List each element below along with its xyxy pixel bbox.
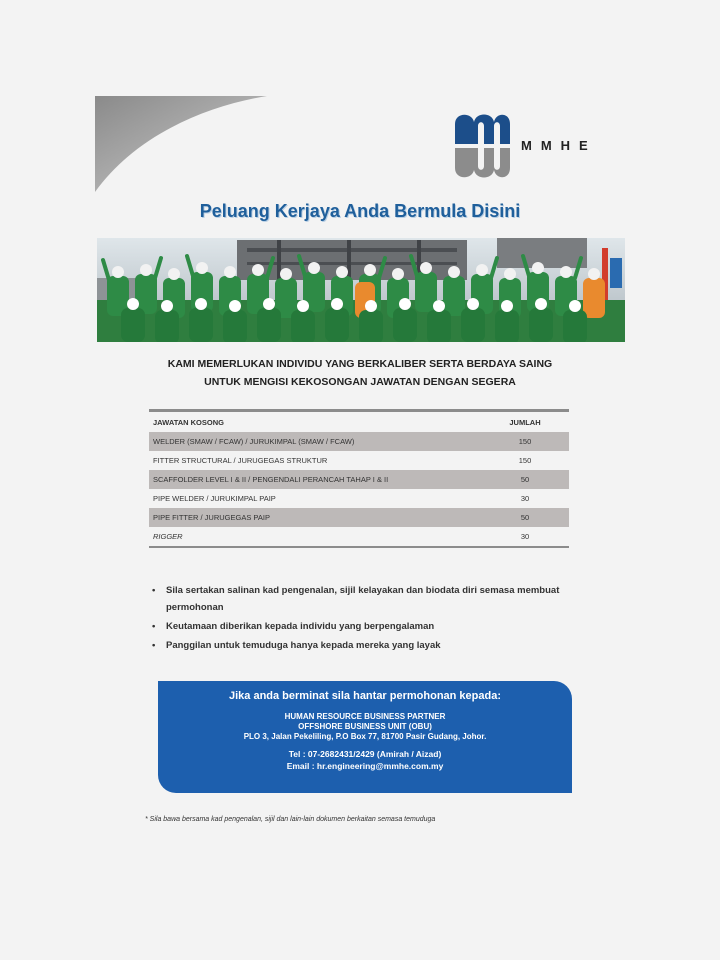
header-position: JAWATAN KOSONG bbox=[153, 417, 224, 427]
apply-telephone: Tel : 07-2682431/2429 (Amirah / Aizad) bbox=[288, 749, 442, 759]
table-row bbox=[149, 489, 569, 508]
group-photo-workers bbox=[97, 238, 625, 342]
row-count: 50 bbox=[481, 508, 569, 527]
row-position: PIPE FITTER / JURUGEGAS PAIP bbox=[149, 508, 481, 527]
list-item bbox=[152, 618, 592, 635]
row-count: 150 bbox=[518, 456, 532, 465]
table-row bbox=[149, 470, 569, 489]
subheadline bbox=[0, 355, 720, 391]
table-row bbox=[149, 527, 569, 547]
corner-swoosh-decoration bbox=[95, 96, 275, 196]
table-row bbox=[149, 432, 569, 451]
row-count: 50 bbox=[481, 470, 569, 489]
note-text: Panggilan untuk temuduga hanya kepada mereka yang layak bbox=[166, 640, 441, 651]
note-text: Sila sertakan salinan kad pengenalan, sijil kelayakan dan biodata diri semasa membuat bbox=[166, 585, 560, 596]
row-count: 150 bbox=[481, 432, 569, 451]
row-position: SCAFFOLDER LEVEL I & II / PENGENDALI PERANCAH TAHAP I & II bbox=[149, 470, 481, 489]
row-position: RIGGER bbox=[149, 527, 481, 547]
subheadline-line-2: UNTUK MENGISI KEKOSONGAN JAWATAN DENGAN SEGERA bbox=[204, 376, 516, 388]
apply-address-line-3: PLO 3, Jalan Pekeliling, P.O Box 77, 81700 Pasir Gudang, Johor. bbox=[243, 732, 487, 741]
row-position: PIPE WELDER / JURUKIMPAL PAIP bbox=[153, 494, 276, 503]
notes-list bbox=[152, 582, 592, 656]
apply-address-line-2: OFFSHORE BUSINESS UNIT (OBU) bbox=[298, 722, 432, 731]
table-row bbox=[149, 451, 569, 470]
vacancy-table bbox=[149, 409, 569, 548]
row-position: WELDER (SMAW / FCAW) / JURUKIMPAL (SMAW / FCAW) bbox=[149, 432, 481, 451]
row-position: FITTER STRUCTURAL / JURUGEGAS STRUKTUR bbox=[153, 456, 328, 465]
apply-email-link[interactable]: Email : hr.engineering@mmhe.com.my bbox=[286, 761, 444, 771]
apply-address bbox=[158, 712, 572, 742]
list-item bbox=[152, 582, 592, 616]
note-text: Keutamaan diberikan kepada individu yang berpengalaman bbox=[166, 621, 435, 632]
bullet-icon: • bbox=[152, 640, 156, 651]
list-item bbox=[152, 637, 592, 654]
subheadline-line-1: KAMI MEMERLUKAN INDIVIDU YANG BERKALIBER SERTA BERDAYA SAING bbox=[167, 358, 553, 370]
apply-contact bbox=[158, 748, 572, 772]
row-count: 30 bbox=[481, 527, 569, 547]
header-count: JUMLAH bbox=[509, 417, 541, 427]
application-info-box bbox=[158, 681, 572, 793]
page-headline: Peluang Kerjaya Anda Bermula Disini bbox=[199, 201, 521, 221]
footnote: * Sila bawa bersama kad pengenalan, sijil dan lain-lain dokumen berkaitan semasa temuduga bbox=[145, 816, 436, 823]
row-count: 30 bbox=[520, 494, 530, 503]
bullet-icon: • bbox=[152, 585, 156, 596]
apply-address-line-1: HUMAN RESOURCE BUSINESS PARTNER bbox=[284, 712, 446, 721]
apply-title: Jika anda berminat sila hantar permohonan kepada: bbox=[228, 690, 502, 702]
table-row bbox=[149, 508, 569, 527]
note-text-continued: permohonan bbox=[166, 602, 224, 613]
bullet-icon: • bbox=[152, 621, 156, 632]
table-header-row bbox=[149, 411, 569, 433]
logo-wordmark: MMHE bbox=[521, 138, 597, 153]
